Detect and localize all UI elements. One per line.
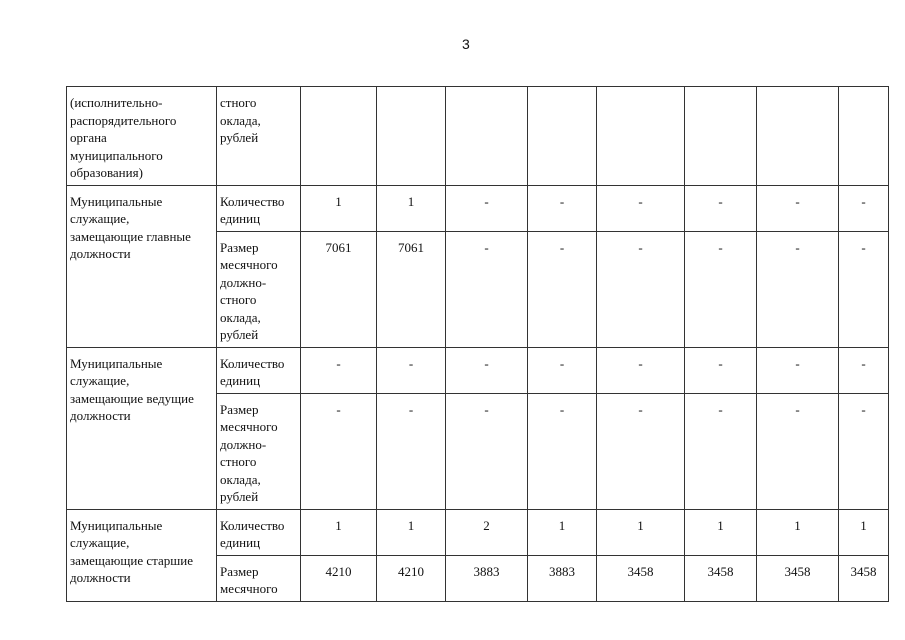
value-cell: 1 <box>839 509 889 555</box>
value-cell: 7061 <box>301 231 377 347</box>
salary-table <box>66 86 889 602</box>
subrow-label-cell: Размер месячного должно- стного оклада, рублей <box>217 393 301 509</box>
value-cell: - <box>597 231 685 347</box>
value-cell: 1 <box>597 509 685 555</box>
value-cell <box>301 87 377 186</box>
value-cell: - <box>528 185 597 231</box>
subrow-label-cell: Количество единиц <box>217 509 301 555</box>
value-cell: - <box>757 185 839 231</box>
value-cell: - <box>685 231 757 347</box>
table-row <box>67 509 889 555</box>
category-cell: Муниципальные служащие, замещающие ведущие должности <box>67 347 217 509</box>
value-cell: 3458 <box>839 555 889 601</box>
value-cell: - <box>839 347 889 393</box>
subrow-label-cell: стного оклада, рублей <box>217 87 301 186</box>
table-row <box>67 185 889 231</box>
category-cell: Муниципальные служащие, замещающие главные должности <box>67 185 217 347</box>
value-cell: - <box>377 347 446 393</box>
value-cell: 1 <box>377 509 446 555</box>
value-cell: - <box>685 347 757 393</box>
value-cell: - <box>757 231 839 347</box>
table-row <box>67 87 889 186</box>
value-cell: - <box>597 347 685 393</box>
category-cell: (исполнительно- распорядительного органа муниципального образования) <box>67 87 217 186</box>
value-cell: 1 <box>685 509 757 555</box>
value-cell: - <box>757 347 839 393</box>
value-cell: - <box>839 231 889 347</box>
subrow-label-cell: Размер месячного должно- стного оклада, рублей <box>217 231 301 347</box>
value-cell: 3458 <box>757 555 839 601</box>
value-cell: 3458 <box>597 555 685 601</box>
value-cell: - <box>528 347 597 393</box>
value-cell: 3883 <box>528 555 597 601</box>
value-cell <box>597 87 685 186</box>
value-cell: - <box>597 185 685 231</box>
value-cell: - <box>839 393 889 509</box>
value-cell <box>757 87 839 186</box>
value-cell <box>528 87 597 186</box>
value-cell: - <box>528 231 597 347</box>
value-cell: - <box>301 347 377 393</box>
value-cell: - <box>757 393 839 509</box>
value-cell: 1 <box>301 509 377 555</box>
value-cell: - <box>597 393 685 509</box>
value-cell: - <box>528 393 597 509</box>
value-cell: 4210 <box>377 555 446 601</box>
value-cell: 2 <box>446 509 528 555</box>
value-cell: - <box>301 393 377 509</box>
value-cell <box>377 87 446 186</box>
subrow-label-cell: Размер месячного <box>217 555 301 601</box>
value-cell: - <box>685 393 757 509</box>
value-cell: - <box>446 393 528 509</box>
value-cell: 4210 <box>301 555 377 601</box>
value-cell: - <box>839 185 889 231</box>
subrow-label-cell: Количество единиц <box>217 347 301 393</box>
category-cell: Муниципальные служащие, замещающие старшие должности <box>67 509 217 601</box>
value-cell: 3883 <box>446 555 528 601</box>
value-cell: 1 <box>528 509 597 555</box>
value-cell: - <box>446 231 528 347</box>
value-cell: 1 <box>377 185 446 231</box>
value-cell <box>839 87 889 186</box>
value-cell: 7061 <box>377 231 446 347</box>
subrow-label-cell: Количество единиц <box>217 185 301 231</box>
page-number: 3 <box>462 36 470 52</box>
value-cell: - <box>377 393 446 509</box>
value-cell: - <box>685 185 757 231</box>
value-cell: - <box>446 347 528 393</box>
value-cell: 3458 <box>685 555 757 601</box>
value-cell <box>446 87 528 186</box>
value-cell: - <box>446 185 528 231</box>
value-cell: 1 <box>757 509 839 555</box>
value-cell <box>685 87 757 186</box>
value-cell: 1 <box>301 185 377 231</box>
table-row <box>67 347 889 393</box>
